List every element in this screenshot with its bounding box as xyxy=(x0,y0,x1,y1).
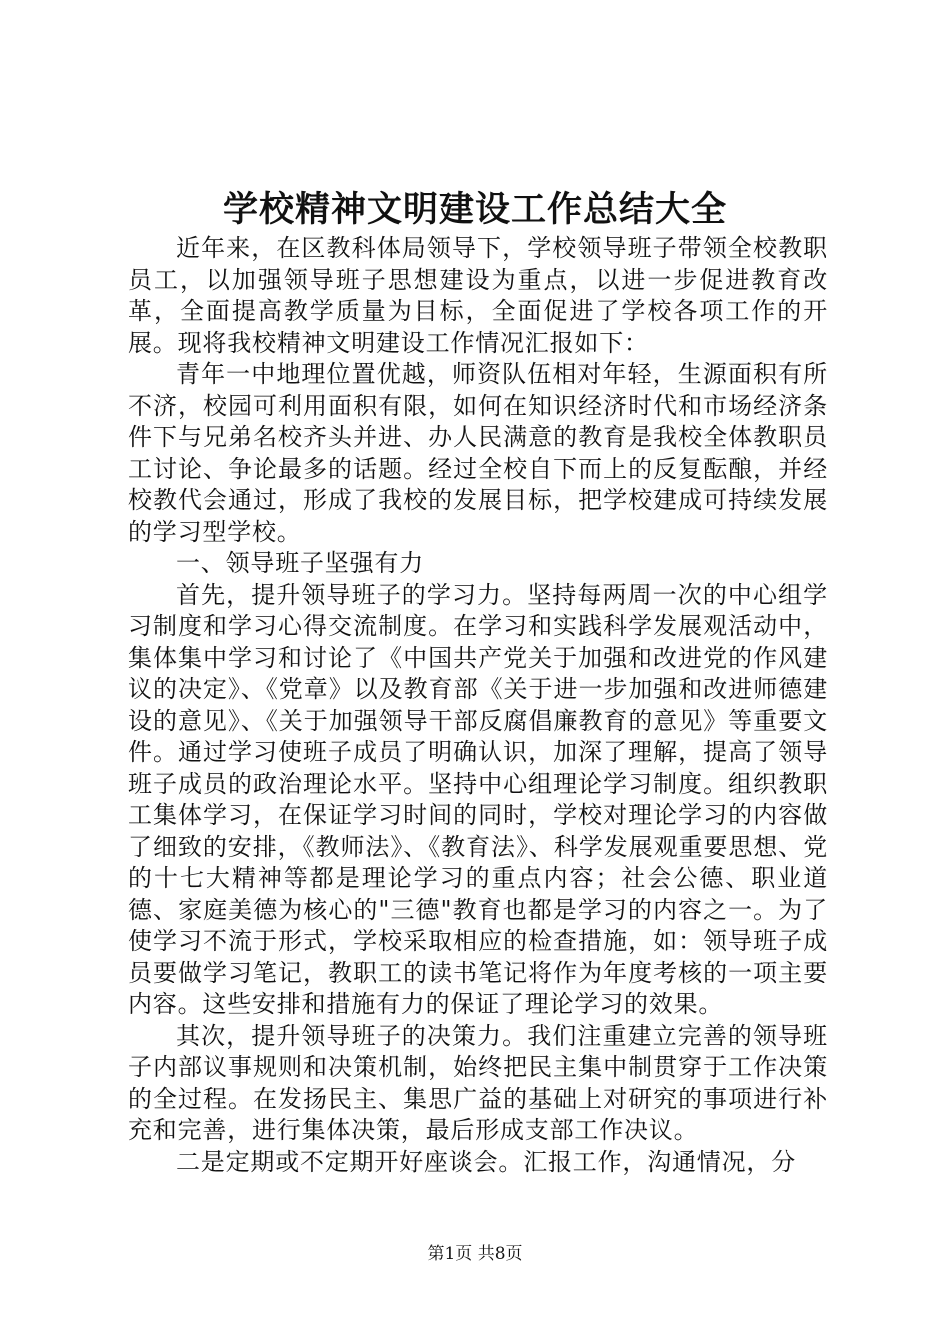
paragraph-decision: 其次，提升领导班子的决策力。我们注重建立完善的领导班子内部议事规则和决策机制，始终把民主集中制贯穿于工作决策的全过程。在发扬民主、集思广益的基础上对研究的事项进行补充和完善，进行集体决策，最后形成支部工作决议。 xyxy=(128,1021,828,1144)
paragraph-background: 青年一中地理位置优越，师资队伍相对年轻，生源面积有所不济，校园可利用面积有限，如何在知识经济时代和市场经济条件下与兄弟名校齐头并进、办人民满意的教育是我校全体教职员工讨论、争论最多的话题。经过全校自下而上的反复酝酿，并经校教代会通过，形成了我校的发展目标，把学校建成可持续发展的学习型学校。 xyxy=(128,360,828,546)
paragraph-meetings: 二是定期或不定期开好座谈会。汇报工作，沟通情况，分 xyxy=(176,1147,796,1176)
paragraph-intro: 近年来，在区教科体局领导下，学校领导班子带领全校教职员工，以加强领导班子思想建设为重点，以进一步促进教育改革，全面提高教学质量为目标，全面促进了学校各项工作的开展。现将我校精神文明建设工作情况汇报如下： xyxy=(128,234,828,357)
paragraph-learning: 首先，提升领导班子的学习力。坚持每两周一次的中心组学习制度和学习心得交流制度。在学习和实践科学发展观活动中，集体集中学习和讨论了《中国共产党关于加强和改进党的作风建议的决定》、《党章》以及教育部《关于进一步加强和改进师德建设的意见》、《关于加强领导干部反腐倡廉教育的意见》等重要文件。通过学习使班子成员了明确认识，加深了理解，提高了领导班子成员的政治理论水平。坚持中心组理论学习制度。组织教职工集体学习，在保证学习时间的同时，学校对理论学习的内容做了细致的安排，《教师法》、《教育法》、科学发展观重要思想、党的十七大精神等都是理论学习的重点内容；社会公德、职业道德、家庭美德为核心的"三德"教育也都是学习的内容之一。为了使学习不流于形式，学校采取相应的检查措施，如：领导班子成员要做学习笔记，教职工的读书笔记将作为年度考核的一项主要内容。这些安排和措施有力的保证了理论学习的效果。 xyxy=(128,580,828,1018)
page-number-footer: 第1页 共8页 xyxy=(427,1244,523,1264)
document-body xyxy=(128,233,828,1178)
document-title: 学校精神文明建设工作总结大全 xyxy=(222,189,727,230)
section-heading-leadership: 一、领导班子坚强有力 xyxy=(176,549,424,577)
